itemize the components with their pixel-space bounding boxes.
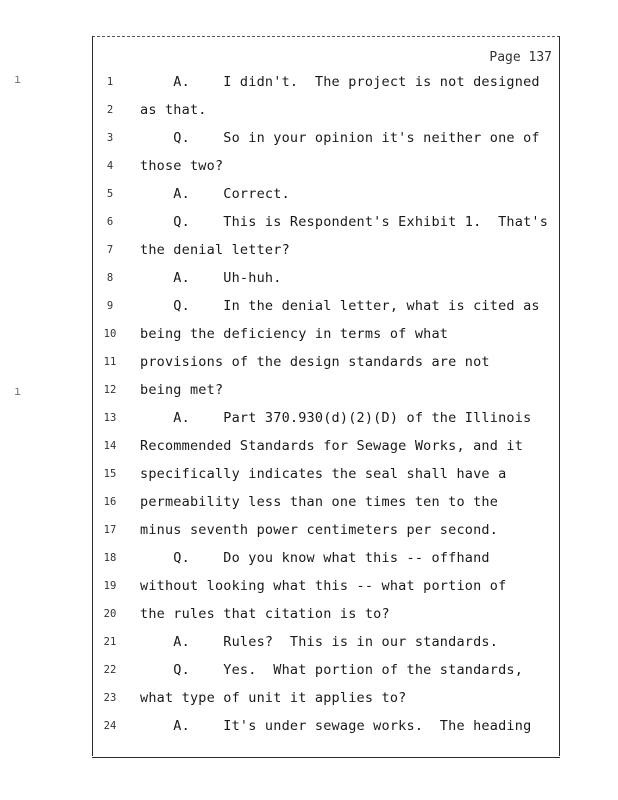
line-number: 21	[103, 636, 117, 648]
line-number: 24	[103, 720, 117, 732]
line-number: 6	[106, 216, 114, 228]
transcript-line: permeability less than one times ten to the	[140, 494, 499, 510]
line-number: 15	[103, 468, 117, 480]
transcript-line: Q. Yes. What portion of the standards,	[140, 662, 524, 678]
line-number: 10	[103, 328, 117, 340]
line-number: 5	[106, 188, 114, 200]
line-number: 13	[103, 412, 117, 424]
transcript-line: being the deficiency in terms of what	[140, 326, 449, 342]
margin-mark: ı	[14, 72, 22, 86]
line-number: 11	[103, 356, 117, 368]
line-number: 12	[103, 384, 117, 396]
transcript-line: A. Uh-huh.	[140, 270, 282, 286]
transcript-line: Q. Do you know what this -- offhand	[140, 550, 490, 566]
line-number: 14	[103, 440, 117, 452]
transcript-line: what type of unit it applies to?	[140, 690, 407, 706]
line-number: 7	[106, 244, 114, 256]
line-number: 19	[103, 580, 117, 592]
line-number: 1	[106, 76, 114, 88]
line-number: 3	[106, 132, 114, 144]
line-number: 17	[103, 524, 117, 536]
page-number: Page 137	[489, 50, 552, 65]
line-number: 22	[103, 664, 117, 676]
line-number: 2	[106, 104, 114, 116]
transcript-line: minus seventh power centimeters per second.	[140, 522, 499, 538]
transcript-line: A. I didn't. The project is not designed	[140, 74, 540, 90]
transcript-line: those two?	[140, 158, 224, 174]
transcript-line: A. Part 370.930(d)(2)(D) of the Illinois	[140, 410, 532, 426]
transcript-line: as that.	[140, 102, 207, 118]
line-number: 23	[103, 692, 117, 704]
transcript-line: A. Correct.	[140, 186, 290, 202]
transcript-line: A. It's under sewage works. The heading	[140, 718, 532, 734]
transcript-line: A. Rules? This is in our standards.	[140, 634, 499, 650]
bottom-rule	[92, 757, 560, 758]
transcript-line: Q. This is Respondent's Exhibit 1. That's	[140, 214, 549, 230]
transcript-line: provisions of the design standards are not	[140, 354, 490, 370]
transcript-line: the rules that citation is to?	[140, 606, 390, 622]
transcript-line: the denial letter?	[140, 242, 290, 258]
margin-mark: ı	[14, 384, 22, 398]
transcript-line: specifically indicates the seal shall have a	[140, 466, 507, 482]
transcript-line: being met?	[140, 382, 224, 398]
line-number: 18	[103, 552, 117, 564]
line-number: 20	[103, 608, 117, 620]
transcript-line: Q. In the denial letter, what is cited as	[140, 298, 540, 314]
line-number: 4	[106, 160, 114, 172]
transcript-line: without looking what this -- what portion of	[140, 578, 507, 594]
line-number: 9	[106, 300, 114, 312]
transcript-line: Q. So in your opinion it's neither one of	[140, 130, 540, 146]
line-number: 8	[106, 272, 114, 284]
transcript-line: Recommended Standards for Sewage Works, and it	[140, 438, 524, 454]
line-number: 16	[103, 496, 117, 508]
